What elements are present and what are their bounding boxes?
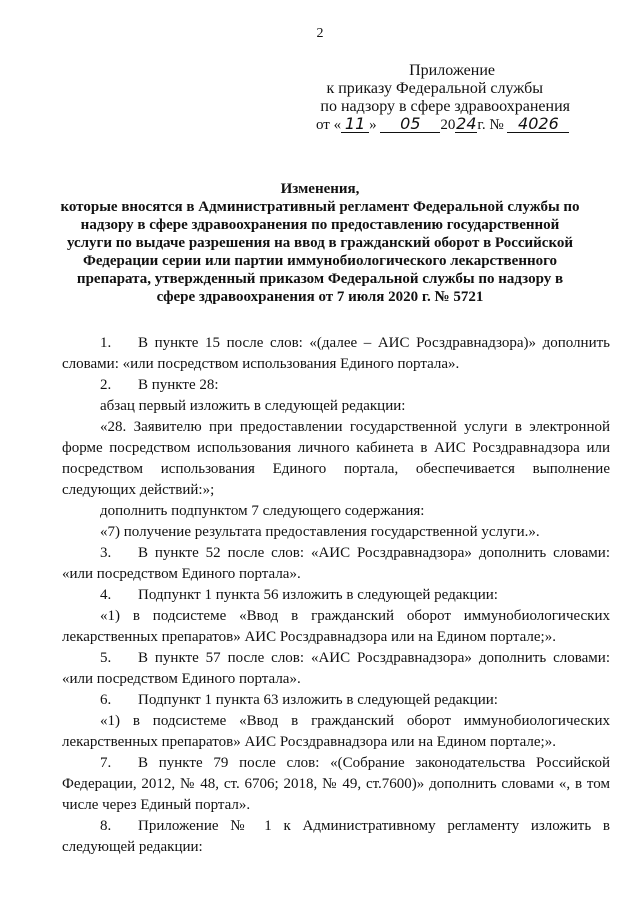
- date-month: 05: [380, 116, 440, 133]
- date-prefix: от «: [316, 117, 342, 133]
- date-day: 11: [341, 116, 369, 133]
- list-item: 2. В пункте 28:: [100, 377, 219, 393]
- appendix-title: Приложение: [409, 62, 495, 79]
- document-title: [60, 180, 580, 306]
- list-item: 6. Подпункт 1 пункта 63 изложить в следующей редакции:: [100, 692, 498, 708]
- list-item: «7) получение результата предоставления государственной услуги.».: [100, 524, 540, 540]
- list-item: 8. Приложение № 1 к Административному регламенту изложить в следующей редакции:: [62, 818, 610, 855]
- list-item: «1) в подсистеме «Ввод в гражданский оборот иммунобиологических лекарственных препаратов» АИС Росздравнадзора или на Едином портале;».: [62, 608, 610, 645]
- appendix-agency-line: по надзору в сфере здравоохранения: [320, 98, 570, 115]
- list-item: абзац первый изложить в следующей редакции:: [100, 398, 406, 414]
- list-item: «28. Заявителю при предоставлении государственной услуги в электронной форме посредством использования личного кабинета в АИС Росздравнадзора или посредством использования Единого портала, обеспечивается выполнение следующих действий:»;: [62, 419, 610, 498]
- appendix-order-line: к приказу Федеральной службы: [326, 80, 543, 97]
- list-item: 4. Подпункт 1 пункта 56 изложить в следующей редакции:: [100, 587, 498, 603]
- list-item: «1) в подсистеме «Ввод в гражданский оборот иммунобиологических лекарственных препаратов» АИС Росздравнадзора или на Едином портале;».: [62, 713, 610, 750]
- title-subheading: которые вносятся в Административный регламент Федеральной службы по надзору в сфере здравоохранения по предоставлению государственной услуги по выдаче разрешения на ввод в гражданский оборот в Российской Федерации серии или партии иммунобиологического лекарственного препарата, утвержденный приказом Федеральной службы по надзору в сфере здравоохранения от 7 июля 2020 г. № 5721: [60, 199, 580, 305]
- title-heading: Изменения,: [280, 181, 360, 197]
- list-item: 7. В пункте 79 после слов: «(Собрание законодательства Российской Федерации, 2012, № 48, ст. 6706; 2018, № 49, ст.7600)» дополнить словами «, в том числе через Единый портал».: [62, 755, 610, 813]
- list-item: 1. В пункте 15 после слов: «(далее – АИС Росздравнадзора)» дополнить словами: «или посредством использования Единого портала».: [62, 335, 610, 372]
- list-item: 3. В пункте 52 после слов: «АИС Росздравнадзора» дополнить словами: «или посредством Единого портала».: [62, 545, 610, 582]
- date-year: 24: [456, 114, 477, 133]
- year-prefix: 20: [440, 117, 456, 133]
- order-number: 4026: [507, 116, 569, 133]
- list-item: дополнить подпунктом 7 следующего содержания:: [100, 503, 425, 519]
- list-item: 5. В пункте 57 после слов: «АИС Росздравнадзора» дополнить словами: «или посредством Единого портала».: [62, 650, 610, 687]
- appendix-date-row: [316, 116, 569, 134]
- number-label: г. №: [477, 117, 504, 133]
- date-mid: »: [369, 117, 377, 133]
- document-body: [62, 333, 610, 858]
- page-number: 2: [316, 26, 324, 41]
